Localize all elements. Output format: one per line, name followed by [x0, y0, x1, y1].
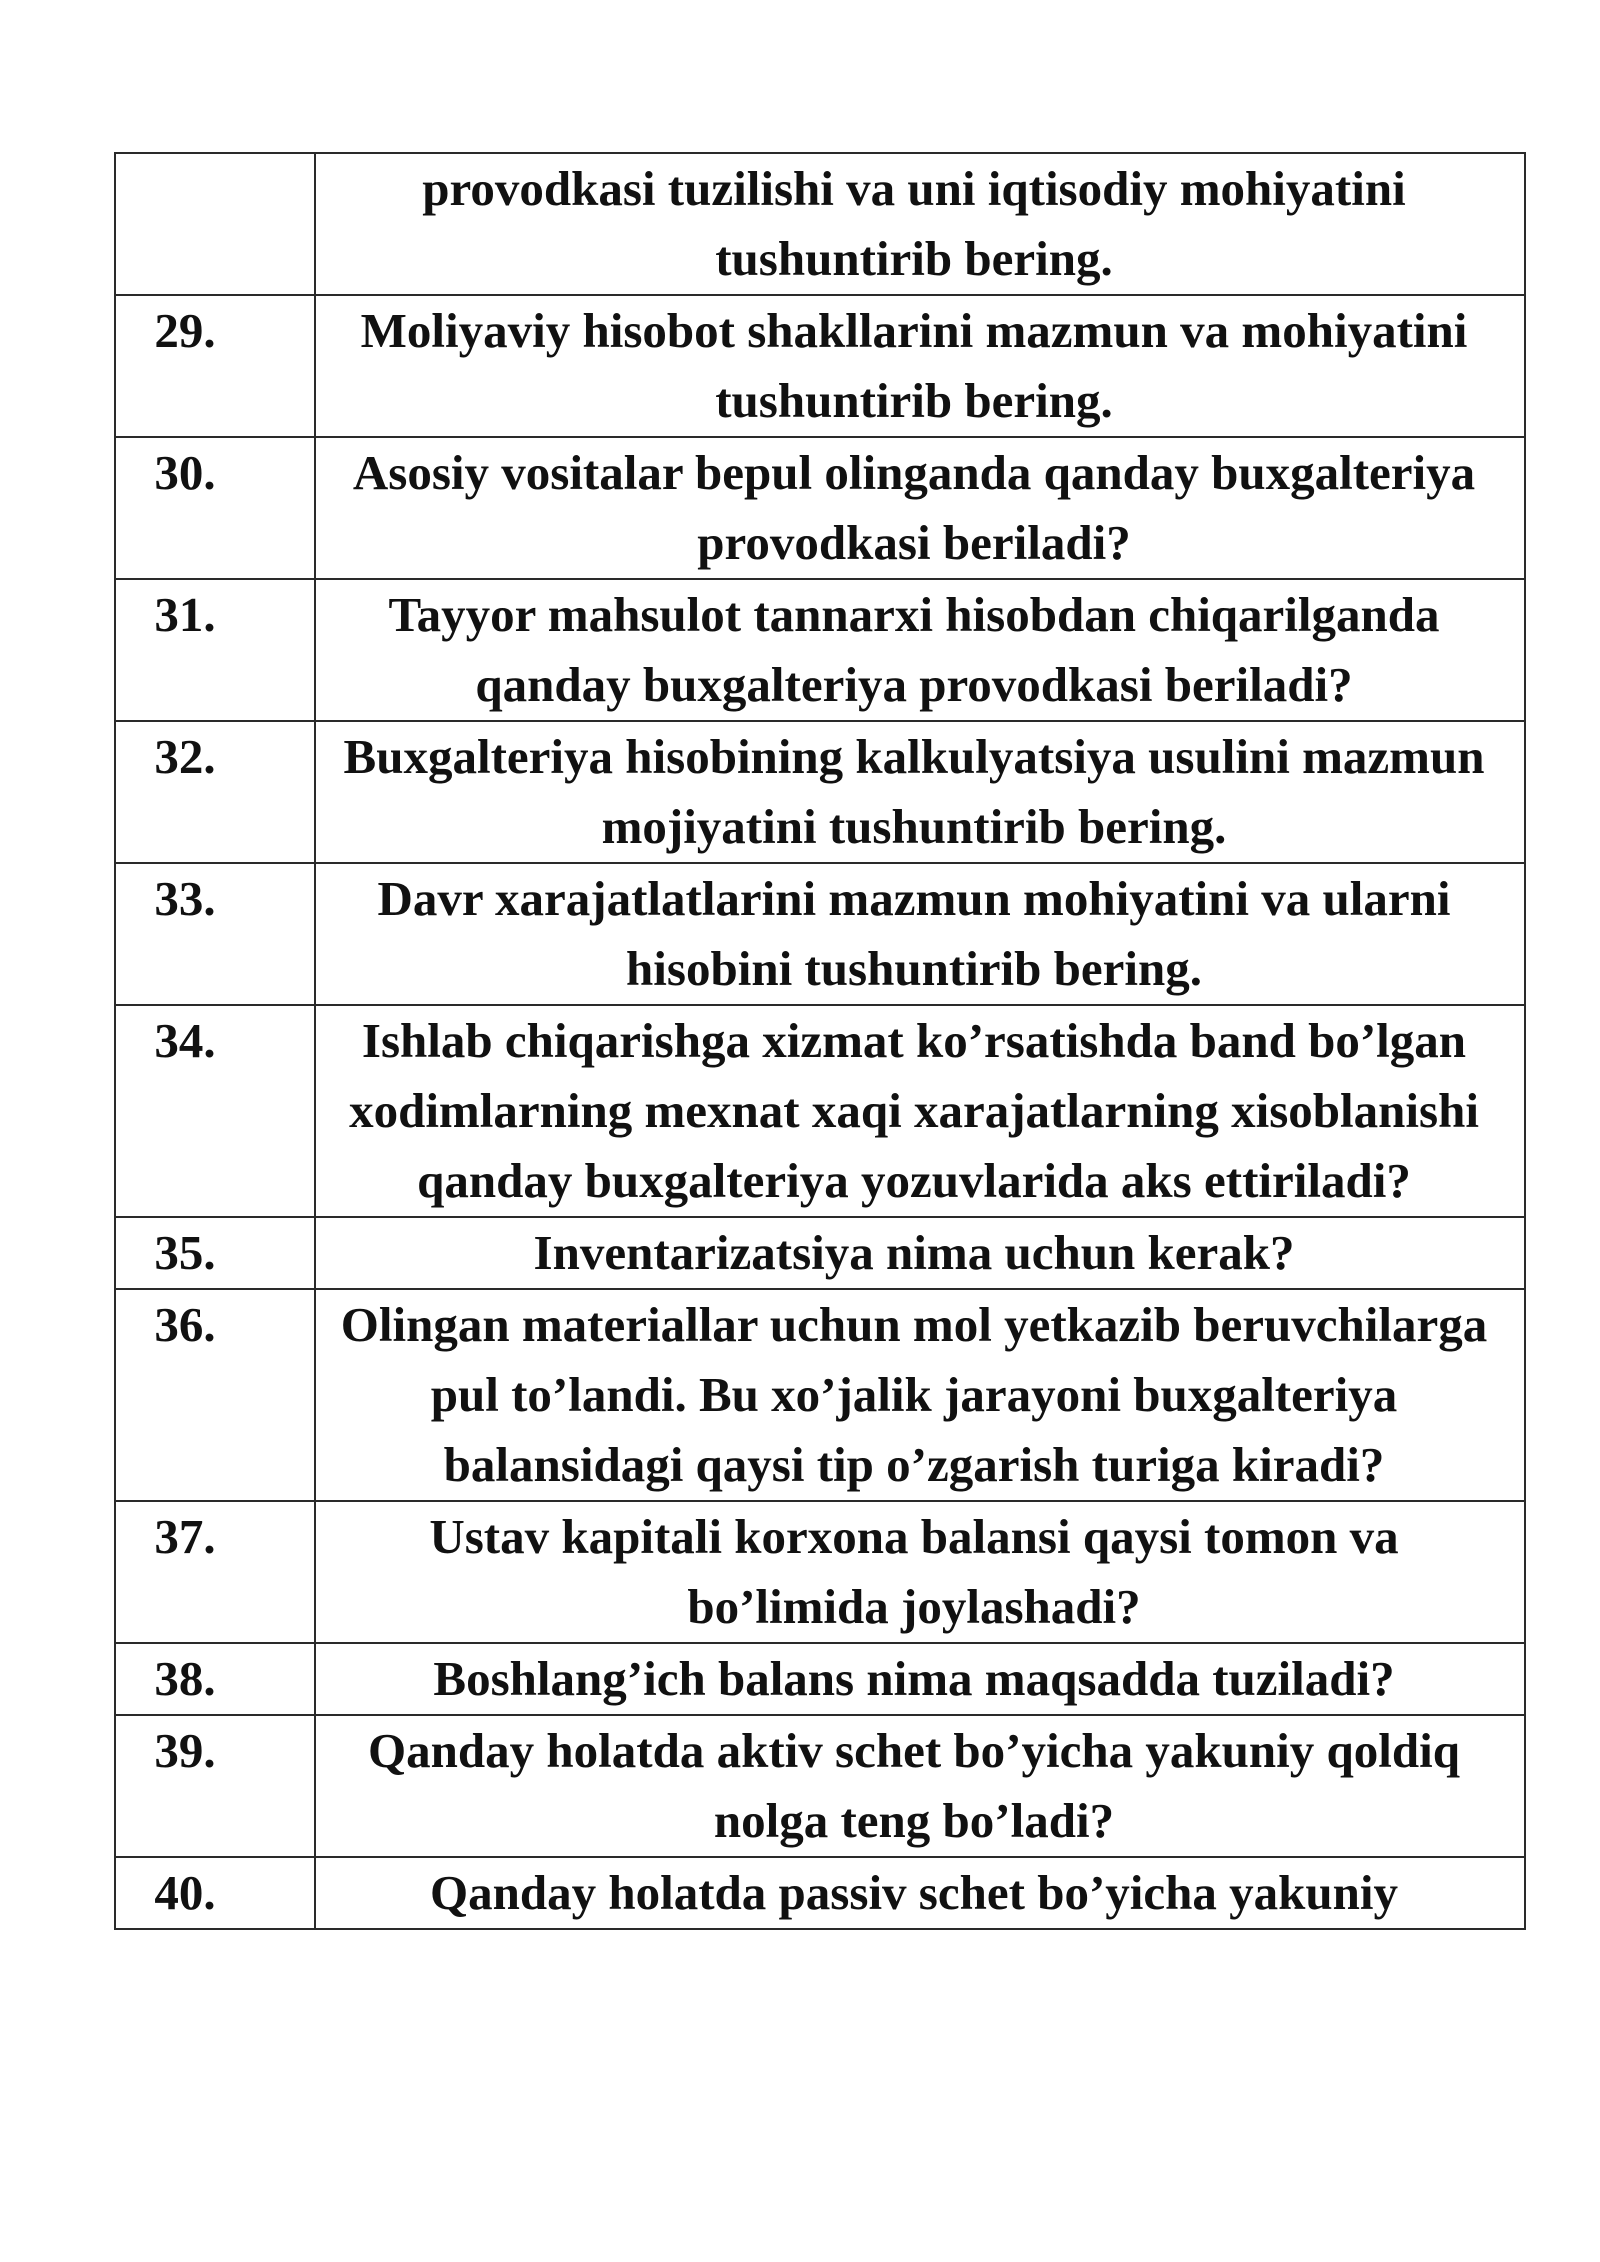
questions-table [114, 152, 1526, 1930]
table-row [115, 1643, 1525, 1715]
row-number-cell [115, 1857, 315, 1929]
table-row [115, 153, 1525, 295]
question-text: Tayyor mahsulot tannarxi hisobdan chiqarilganda qanday buxgalteriya provodkasi beriladi? [388, 587, 1440, 712]
row-number-cell [115, 1289, 315, 1501]
row-number-cell [115, 1217, 315, 1289]
row-number-cell [115, 295, 315, 437]
question-text: Ishlab chiqarishga xizmat ko’rsatishda band bo’lgan xodimlarning mexnat xaqi xarajatlarning xisoblanishi qanday buxgalteriya yozuvlarida aks ettiriladi? [349, 1013, 1479, 1208]
row-number: 38. [154, 1651, 216, 1706]
question-cell [315, 721, 1525, 863]
row-number: 34. [154, 1013, 216, 1068]
question-cell [315, 1289, 1525, 1501]
row-number: 31. [154, 587, 216, 642]
row-number-cell [115, 1643, 315, 1715]
question-text: Moliyaviy hisobot shakllarini mazmun va mohiyatini tushuntirib bering. [360, 303, 1468, 428]
question-text: Qanday holatda aktiv schet bo’yicha yakuniy qoldiq nolga teng bo’ladi? [368, 1723, 1460, 1848]
row-number: 30. [154, 445, 216, 500]
row-number: 36. [154, 1297, 216, 1352]
table-row [115, 579, 1525, 721]
question-cell [315, 863, 1525, 1005]
table-row [115, 863, 1525, 1005]
table-row [115, 295, 1525, 437]
document-page [114, 152, 1526, 1930]
question-text: provodkasi tuzilishi va uni iqtisodiy mohiyatini tushuntirib bering. [422, 161, 1406, 286]
table-row [115, 1857, 1525, 1929]
question-text: Olingan materiallar uchun mol yetkazib beruvchilarga pul to’landi. Bu xo’jalik jarayoni buxgalteriya balansidagi qaysi tip o’zgarish turiga kiradi? [340, 1297, 1488, 1492]
question-text: Buxgalteriya hisobining kalkulyatsiya usulini mazmun mojiyatini tushuntirib bering. [343, 729, 1485, 854]
row-number: 40. [154, 1865, 216, 1920]
question-text: Ustav kapitali korxona balansi qaysi tomon va bo’limida joylashadi? [429, 1509, 1399, 1634]
table-row [115, 721, 1525, 863]
question-cell [315, 295, 1525, 437]
question-cell [315, 1501, 1525, 1643]
question-text: Inventarizatsiya nima uchun kerak? [533, 1225, 1295, 1280]
question-cell [315, 1217, 1525, 1289]
row-number-cell [115, 437, 315, 579]
row-number: 37. [154, 1509, 216, 1564]
question-cell [315, 1005, 1525, 1217]
row-number-cell [115, 1715, 315, 1857]
question-cell [315, 437, 1525, 579]
question-cell [315, 1715, 1525, 1857]
table-row [115, 1715, 1525, 1857]
question-text: Qanday holatda passiv schet bo’yicha yakuniy [430, 1865, 1398, 1920]
row-number-cell [115, 721, 315, 863]
table-row [115, 1005, 1525, 1217]
row-number-cell [115, 153, 315, 295]
table-row [115, 1289, 1525, 1501]
question-text: Boshlang’ich balans nima maqsadda tuziladi? [433, 1651, 1395, 1706]
row-number: 33. [154, 871, 216, 926]
row-number-cell [115, 1501, 315, 1643]
row-number-cell [115, 1005, 315, 1217]
question-cell [315, 579, 1525, 721]
table-row [115, 437, 1525, 579]
question-text: Asosiy vositalar bepul olinganda qanday buxgalteriya provodkasi beriladi? [352, 445, 1476, 570]
table-row [115, 1501, 1525, 1643]
row-number: 35. [154, 1225, 216, 1280]
row-number: 29. [154, 303, 216, 358]
row-number: 39. [154, 1723, 216, 1778]
question-cell [315, 1643, 1525, 1715]
table-row [115, 1217, 1525, 1289]
question-cell [315, 1857, 1525, 1929]
row-number: 32. [154, 729, 216, 784]
question-text: Davr xarajatlatlarini mazmun mohiyatini va ularni hisobini tushuntirib bering. [377, 871, 1451, 996]
row-number-cell [115, 579, 315, 721]
row-number-cell [115, 863, 315, 1005]
question-cell [315, 153, 1525, 295]
